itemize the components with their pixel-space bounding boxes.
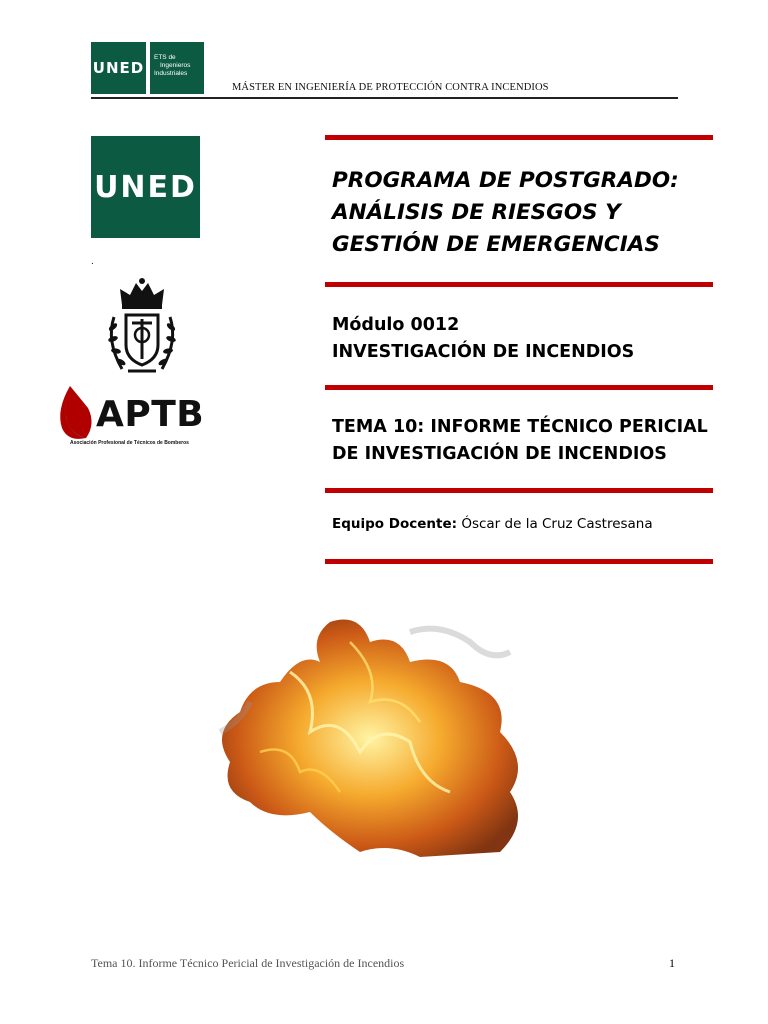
program-title: PROGRAMA DE POSTGRADO: ANÁLISIS DE RIESGOS Y GESTIÓN DE EMERGENCIAS: [332, 168, 679, 257]
module-name: INVESTIGACIÓN DE INCENDIOS: [332, 342, 635, 362]
red-rule-2: [325, 282, 713, 287]
module-number: Módulo 0012: [332, 315, 460, 335]
aptb-logo-subtitle: Asociación Profesional de Técnicos de Bomberos: [70, 440, 189, 446]
royal-crest-icon: [100, 275, 184, 379]
page-number: 1: [669, 956, 675, 970]
red-rule-5: [325, 559, 713, 564]
header-divider: [91, 97, 678, 99]
header-uned-wordmark: UNED: [91, 42, 146, 94]
header-program-title: MÁSTER EN INGENIERÍA DE PROTECCIÓN CONTRA INCENDIOS: [232, 82, 549, 93]
stray-dot: .: [91, 256, 94, 267]
teaching-team-name: Óscar de la Cruz Castresana: [461, 516, 653, 532]
teaching-team: [332, 516, 653, 532]
aptb-logo-text: APTB: [96, 394, 205, 435]
uned-logo: UNED: [91, 136, 200, 238]
footer-text: Tema 10. Informe Técnico Pericial de Investigación de Incendios: [91, 956, 405, 970]
topic-heading: TEMA 10: INFORME TÉCNICO PERICIAL DE INVESTIGACIÓN DE INCENDIOS: [332, 417, 708, 464]
header-uned-logo: [91, 42, 204, 94]
module-heading: [332, 312, 634, 366]
red-rule-4: [325, 488, 713, 493]
fire-image: [210, 612, 540, 862]
red-rule-3: [325, 385, 713, 390]
teaching-team-label: Equipo Docente:: [332, 516, 458, 532]
header-ets-label: ETS de Ingenieros Industriales: [150, 42, 204, 94]
red-rule-1: [325, 135, 713, 140]
